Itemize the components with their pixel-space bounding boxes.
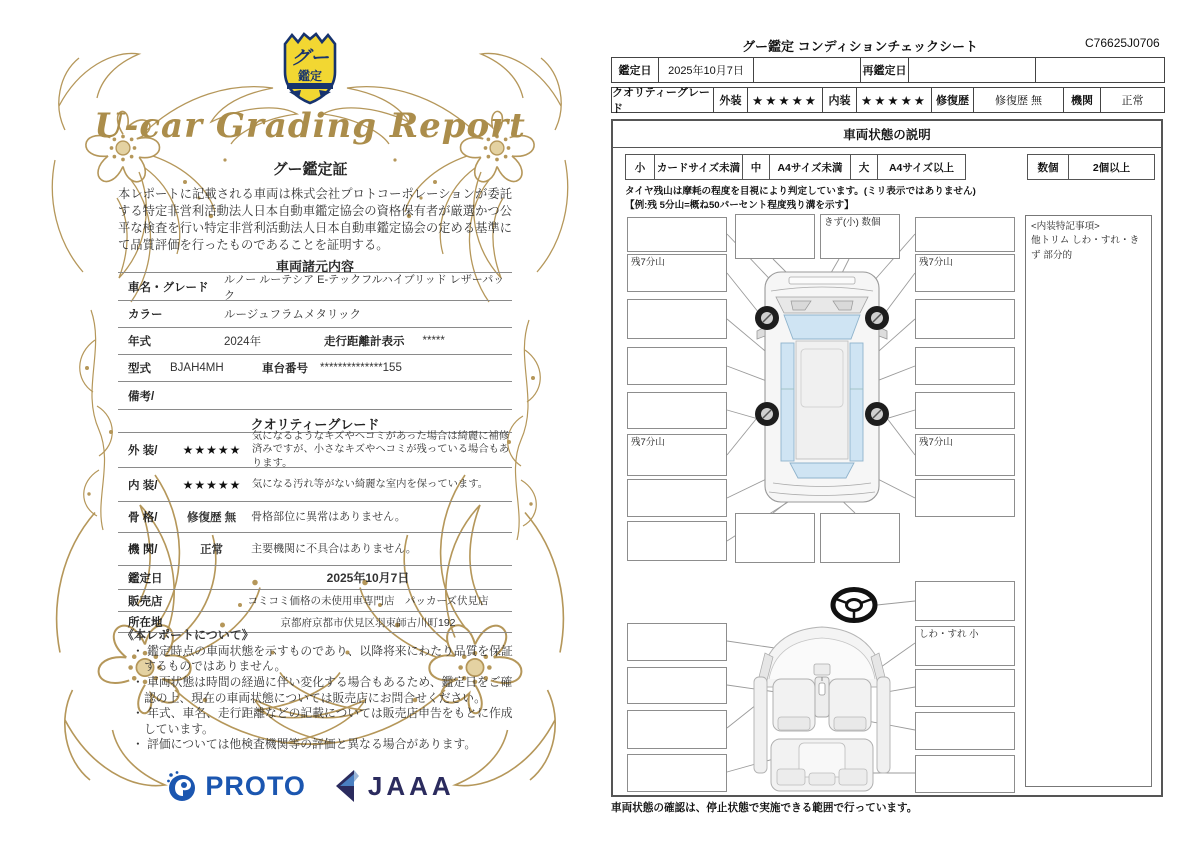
spec-heading: 車両諸元内容 xyxy=(275,259,354,274)
legend-large-desc: A4サイズ以上 xyxy=(888,161,955,174)
tire-note-line2: 【例:残 5分山=概ね50パーセント程度残り溝を示す】 xyxy=(625,199,854,211)
grading-report-page xyxy=(35,10,585,840)
spec-vin-label: 車台番号 xyxy=(262,363,308,375)
callout-box-int-r4 xyxy=(915,755,1015,793)
quality-row-frame xyxy=(118,502,512,533)
quality-table xyxy=(118,432,512,633)
about-bullet-4: ・ 評価については他検査機関等の評価と異なる場合があります。 xyxy=(132,737,477,752)
spec-row-remarks xyxy=(118,382,512,410)
spec-row-name xyxy=(118,273,512,301)
proto-logo-text: PROTO xyxy=(205,770,306,801)
reappraisal-date-value xyxy=(909,58,1036,82)
grade-repair-label: 修復歴 xyxy=(932,88,974,112)
grade-int-stars: ★★★★★ xyxy=(857,88,932,112)
callout-box-ext-l5 xyxy=(627,392,727,429)
steering-wheel-icon xyxy=(833,590,875,621)
quality-engine-label: 機 関/ xyxy=(128,544,158,556)
spec-color-label: カラー xyxy=(128,309,163,321)
callout-box-int-l4 xyxy=(627,754,727,792)
spec-odometer-label: 走行距離計表示 xyxy=(324,336,405,348)
sheet-title: グー鑑定 コンディションチェックシート xyxy=(742,39,978,54)
callout-box-ext-l8 xyxy=(627,521,727,561)
quality-frame-value: 修復歴 無 xyxy=(186,512,237,524)
spec-row-color xyxy=(118,301,512,328)
tire-front-left-label: 残7分山 xyxy=(631,257,665,268)
info-row-date xyxy=(118,566,512,590)
legend-large-label: 大 xyxy=(851,155,878,179)
report-subtitle: グー鑑定証 xyxy=(272,161,348,178)
callout-box-tire-rear-left xyxy=(627,434,727,476)
spec-year-value: 2024年 xyxy=(224,336,262,348)
quality-exterior-label: 外 装/ xyxy=(128,445,158,457)
callout-box-int-l1 xyxy=(627,623,727,661)
callout-box-seat-wrinkle xyxy=(915,626,1015,666)
callout-box-ext-l3 xyxy=(627,299,727,339)
seat-wrinkle-label: しわ・すれ 小 xyxy=(919,629,979,640)
proto-logo xyxy=(165,769,306,803)
grade-engine-value: 正常 xyxy=(1121,95,1144,107)
vehicle-condition-box xyxy=(611,119,1163,797)
spec-model-label: 型式 xyxy=(128,363,151,375)
spec-row-model xyxy=(118,355,512,382)
condition-section-title: 車両状態の説明 xyxy=(613,121,1161,148)
callout-box-scratch-front xyxy=(820,214,900,259)
quality-row-exterior xyxy=(118,430,512,469)
logo-row xyxy=(35,768,585,804)
jaaa-logo-text: JAAA xyxy=(367,770,455,801)
callout-box-ext-r7 xyxy=(915,479,1015,517)
quality-row-interior xyxy=(118,468,512,502)
appraisal-date-label: 鑑定日 xyxy=(612,58,659,82)
badge-text-2: 鑑定 xyxy=(297,69,323,83)
legend-count-desc: 2個以上 xyxy=(1092,161,1131,174)
callout-box-tire-rear-right xyxy=(915,434,1015,476)
info-row-dealer xyxy=(118,590,512,612)
legend-mid-label: 中 xyxy=(743,155,770,179)
callout-box-ext-l7 xyxy=(627,479,727,517)
quality-row-engine xyxy=(118,533,512,566)
proto-globe-icon xyxy=(165,769,199,803)
about-bullet-1: ・ 鑑定時点の車両状態を示すものであり、以降将来にわたり品質を保証するものではありません。 xyxy=(132,643,513,674)
spec-table xyxy=(118,272,512,410)
callout-box-ext-r5 xyxy=(915,392,1015,429)
scratch-front-label: きず(小) 数個 xyxy=(824,217,881,228)
tire-rear-left-label: 残7分山 xyxy=(631,437,665,448)
callout-box-int-l3 xyxy=(627,710,727,749)
callout-box-int-r2 xyxy=(915,669,1015,707)
quality-heading: クオリティーグレード xyxy=(250,417,380,432)
legend-mid-desc: A4サイズ未満 xyxy=(770,155,851,179)
date-table-empty-cell xyxy=(1036,58,1164,82)
tire-note-line1: タイヤ残山は摩耗の程度を目視により判定しています。(ミリ表示ではありません) xyxy=(625,186,976,197)
quality-exterior-desc: 気になるようなキズやヘコミがあった場合は綺麗に補修済みですが、小さなキズやヘコミが残っている場合もあります。 xyxy=(252,430,510,469)
quality-grade-table xyxy=(611,87,1165,113)
grade-int-label: 内装 xyxy=(823,88,857,112)
car-interior-view xyxy=(754,627,890,791)
spec-odometer-value: ***** xyxy=(422,335,445,347)
spec-row-year xyxy=(118,328,512,355)
callout-box-ext-l4 xyxy=(627,347,727,385)
callout-box-steering xyxy=(915,581,1015,621)
callout-box-ext-r4 xyxy=(915,347,1015,385)
spec-name-label: 車名・グレード xyxy=(128,281,209,294)
callout-box-rear-center-2 xyxy=(820,513,900,563)
jaaa-prism-icon xyxy=(332,768,362,804)
legend-small-label: 小 xyxy=(626,155,655,179)
quality-frame-label: 骨 格/ xyxy=(128,512,158,524)
grade-repair-value: 修復歴 無 xyxy=(974,88,1064,112)
about-heading: 《本レポートについて》 xyxy=(122,628,254,642)
sheet-code: C76625J0706 xyxy=(1085,36,1160,50)
spec-remarks-label: 備考/ xyxy=(128,390,155,403)
quality-interior-label: 内 装/ xyxy=(128,479,158,492)
grade-ext-label: 外装 xyxy=(714,88,748,112)
spec-name-value: ルノー ルーテシア E-テックフルハイブリッド レザーパック xyxy=(224,273,505,302)
callout-box-int-r3 xyxy=(915,712,1015,750)
sheet-footnote: 車両状態の確認は、停止状態で実施できる範囲で行っています。 xyxy=(611,802,918,814)
badge-text-1: グー xyxy=(290,48,330,69)
callout-box-tire-front-right xyxy=(915,254,1015,292)
spec-model-value: BJAH4MH xyxy=(170,362,224,374)
report-title: U-car Grading Report xyxy=(94,106,526,146)
callout-box-tire-front-left xyxy=(627,254,727,292)
about-bullet-3: ・ 年式、車名、走行距離などの記載については販売店申告をもとに作成しています。 xyxy=(132,706,513,736)
quality-exterior-stars: ★★★★★ xyxy=(182,443,242,457)
spec-color-value: ルージュフラムメタリック xyxy=(224,309,361,321)
goo-kantei-badge-icon xyxy=(279,30,341,106)
info-address-label: 所在地 xyxy=(128,617,163,629)
quality-interior-stars: ★★★★★ xyxy=(182,477,242,492)
info-date-label: 鑑定日 xyxy=(128,572,163,585)
info-dealer-label: 販売店 xyxy=(128,595,163,608)
interior-notes-heading: <内装特記事項> xyxy=(1031,221,1100,232)
report-intro: 本レポートに記載される車両は株式会社プロトコーポレーションが委託する特定非営利活動法人日本自動車鑑定協会の資格保有者が厳選かつ公平な検査を行い特定非営利活動法人日本自動車鑑定協会の定める基準にて品質評価を行ったものであることを証明する。 xyxy=(118,187,512,252)
reappraisal-date-label: 再鑑定日 xyxy=(861,58,909,82)
about-bullet-2: ・ 車両状態は時間の経過に伴い変化する場合もあるため、鑑定日をご確認の上、現在の車両状態については販売店にお問合せください。 xyxy=(132,674,513,705)
callout-box-int-l2 xyxy=(627,667,727,704)
callout-box-ext-r3 xyxy=(915,299,1015,339)
tire-rear-right-label: 残7分山 xyxy=(919,437,953,448)
legend-small-desc: カードサイズ未満 xyxy=(655,155,743,179)
tire-front-right-label: 残7分山 xyxy=(919,257,953,268)
about-section xyxy=(118,628,518,753)
grade-engine-label: 機関 xyxy=(1064,88,1101,112)
car-top-view xyxy=(755,272,889,502)
legend-count-label: 数個 xyxy=(1028,155,1069,179)
appraisal-date-extra xyxy=(754,58,861,82)
spec-vin-value: **************155 xyxy=(320,362,402,374)
appraisal-date-table xyxy=(611,57,1165,83)
info-dealer-value: コミコミ価格の未使用車専門店 パッカーズ伏見店 xyxy=(247,595,489,607)
callout-box-ext-r1 xyxy=(915,217,1015,252)
spec-year-label: 年式 xyxy=(128,336,151,348)
callout-box-rear-center-1 xyxy=(735,513,815,563)
quality-engine-value: 正常 xyxy=(200,544,224,556)
appraisal-date-value: 2025年10月7日 xyxy=(659,58,754,82)
info-address-value: 京都府京都市伏見区羽束師古川町192 xyxy=(280,616,456,629)
jaaa-logo xyxy=(332,768,455,804)
interior-notes-panel xyxy=(1025,215,1152,787)
quality-engine-desc: 主要機関に不具合はありません。 xyxy=(251,542,417,555)
callout-box-ext-l1 xyxy=(627,217,727,252)
interior-notes-body: 他トリム しわ・すれ・きず 部分的 xyxy=(1031,235,1140,261)
quality-interior-desc: 気になる汚れ等がない綺麗な室内を保っています。 xyxy=(252,478,489,490)
condition-check-sheet-page xyxy=(600,28,1200,828)
callout-box-front-center xyxy=(735,214,815,259)
quality-frame-desc: 骨格部位に異常はありません。 xyxy=(251,510,406,523)
info-date-value: 2025年10月7日 xyxy=(326,571,410,585)
grade-ext-stars: ★★★★★ xyxy=(748,88,823,112)
grade-table-label: クオリティーグレード xyxy=(612,88,714,112)
